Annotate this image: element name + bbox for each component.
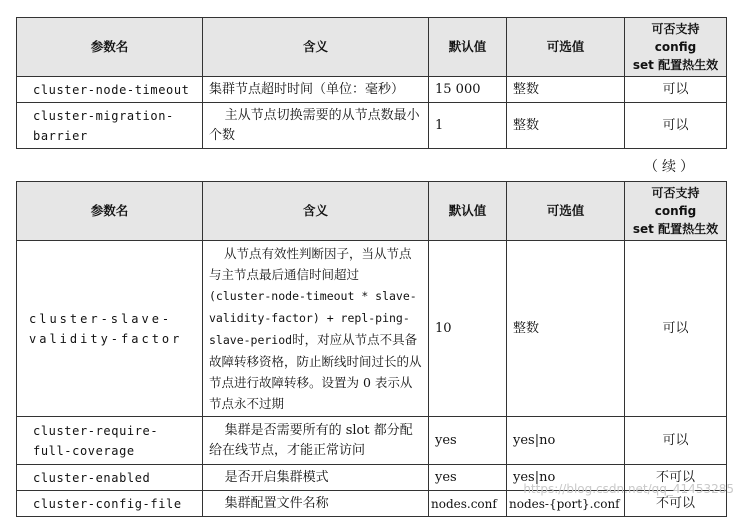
param-hot: 不可以: [625, 491, 727, 517]
table-row: [17, 241, 727, 417]
header-config-set-line1: 可否支持 config: [651, 186, 700, 218]
param-options: yes|no: [507, 417, 625, 465]
watermark: https://blog.csdn.net/qq_41453285: [523, 482, 734, 496]
param-hot: 可以: [625, 103, 727, 149]
param-meaning: 集群是否需要所有的 slot 都分配给在线节点，才能正常访问: [203, 417, 429, 465]
header-meaning: 含义: [203, 182, 429, 241]
table-row: [17, 417, 727, 465]
param-hot: 不可以: [625, 465, 727, 491]
param-options: yes|no: [507, 465, 625, 491]
continued-label: （续）: [644, 159, 698, 175]
param-meaning: 是否开启集群模式: [203, 465, 429, 491]
param-name: cluster-enabled: [17, 465, 203, 491]
param-options: 整数: [507, 103, 625, 149]
param-hot: 可以: [625, 77, 727, 103]
meaning-code: (cluster-node-timeout * slave-validity-factor) + repl-ping-slave-period: [209, 289, 417, 347]
config-table-1: [16, 17, 727, 149]
header-default: 默认值: [429, 182, 507, 241]
header-config-set-line1: 可否支持 config: [651, 22, 700, 54]
table-row: [17, 77, 727, 103]
param-meaning: [203, 241, 429, 417]
param-name: cluster-migration-barrier: [17, 103, 203, 149]
param-meaning: 主从节点切换需要的从节点数最小个数: [203, 103, 429, 149]
header-options: 可选值: [507, 18, 625, 77]
param-default: yes: [429, 465, 507, 491]
param-default: yes: [429, 417, 507, 465]
param-name: cluster-node-timeout: [17, 77, 203, 103]
param-options: nodes-{port}.conf: [507, 491, 625, 517]
param-hot: 可以: [625, 417, 727, 465]
param-name: cluster-require-full-coverage: [17, 417, 203, 465]
table-header-row: [17, 182, 727, 241]
param-options: 整数: [507, 241, 625, 417]
header-default: 默认值: [429, 18, 507, 77]
header-name: 参数名: [17, 182, 203, 241]
param-meaning: 集群节点超时时间（单位：毫秒）: [203, 77, 429, 103]
config-table-2: [16, 181, 727, 517]
param-default: 10: [429, 241, 507, 417]
header-meaning: 含义: [203, 18, 429, 77]
param-options: 整数: [507, 77, 625, 103]
meaning-text-2: 时，对应从节点不具备故障转移资格，防止断线时间过长的从节点进行故障转移。设置为 0 表示从节点永不过期: [209, 332, 422, 411]
param-default: 1: [429, 103, 507, 149]
header-name: 参数名: [17, 18, 203, 77]
header-config-set-line2: set 配置热生效: [632, 58, 719, 72]
header-config-set-line2: set 配置热生效: [632, 222, 719, 236]
param-meaning: 集群配置文件名称: [203, 491, 429, 517]
param-name: cluster-config-file: [17, 491, 203, 517]
param-default: nodes.conf: [429, 491, 507, 517]
param-hot: 可以: [625, 241, 727, 417]
param-default: 15 000: [429, 77, 507, 103]
header-config-set: [625, 182, 727, 241]
table-row: [17, 103, 727, 149]
header-config-set: [625, 18, 727, 77]
table-header-row: [17, 18, 727, 77]
header-options: 可选值: [507, 182, 625, 241]
meaning-text-1: 从节点有效性判断因子，当从节点与主节点最后通信时间超过: [209, 246, 412, 282]
param-name: cluster-slave-validity-factor: [17, 241, 203, 417]
